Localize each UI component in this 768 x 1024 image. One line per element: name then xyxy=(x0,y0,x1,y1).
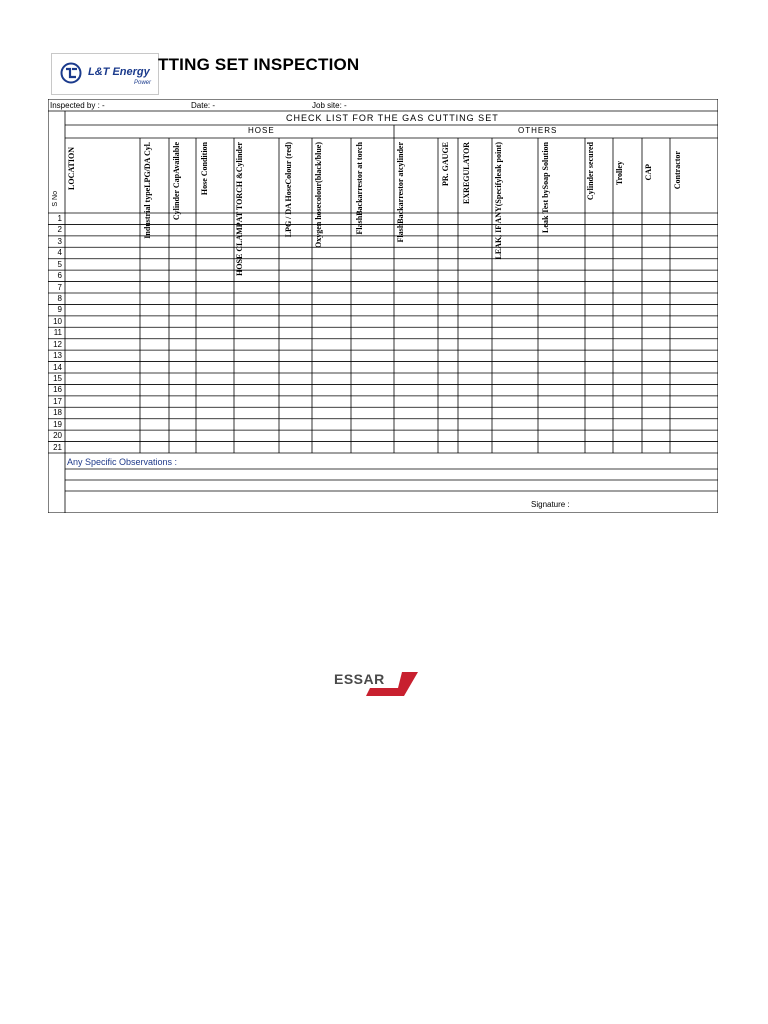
group-hose: HOSE xyxy=(248,126,275,135)
job-site-label: Job site: - xyxy=(312,101,347,110)
col-cylinder-secured: Cylinder secured xyxy=(586,142,595,201)
checklist-title: CHECK LIST FOR THE GAS CUTTING SET xyxy=(286,113,499,123)
row-number: 21 xyxy=(53,442,62,452)
lt-energy-logo xyxy=(51,53,159,95)
col-leak-test: Leak Test bySoap Solution xyxy=(541,142,550,233)
row-number: 9 xyxy=(57,305,62,315)
essar-logo-text: ESSAR xyxy=(334,671,385,687)
row-number: 2 xyxy=(57,225,62,235)
row-number: 10 xyxy=(53,316,62,326)
logo-sub-text: Power xyxy=(134,80,152,86)
col-cylinder-cap: Cylinder CapAvailable xyxy=(172,142,181,221)
row-number: 3 xyxy=(57,236,62,246)
col-lpg-hose-colour: LPG / DA HoseColour (red) xyxy=(284,142,293,238)
col-pr-gauge: PR. GAUGE xyxy=(441,142,450,186)
row-number: 19 xyxy=(53,419,62,429)
row-number: 7 xyxy=(57,282,62,292)
row-number: 16 xyxy=(53,385,62,395)
logo-brand-text: L&T Energy xyxy=(88,66,150,78)
row-number: 13 xyxy=(53,351,62,361)
row-number: 6 xyxy=(57,271,62,281)
col-oxygen-hose-colour: Oxygen hosecolour(black/blue) xyxy=(314,142,323,249)
inspection-sheet xyxy=(48,99,718,513)
row-number: 8 xyxy=(57,294,62,303)
col-flashback-torch: FlashBackarrestor at torch xyxy=(355,142,364,235)
col-hose-condition: Hose Condition xyxy=(200,142,209,196)
row-number: 14 xyxy=(53,362,62,372)
row-number: 5 xyxy=(57,259,62,269)
row-number: 18 xyxy=(53,408,62,418)
date-label: Date: - xyxy=(191,101,216,110)
lt-logo-icon xyxy=(60,62,82,84)
row-number: 20 xyxy=(53,431,62,441)
col-trolley: Trolley xyxy=(615,161,624,186)
col-cap: CAP xyxy=(644,164,653,181)
col-sno: S No xyxy=(52,191,59,207)
row-number: 11 xyxy=(53,328,62,338)
col-ex-regulator: EXREGULATOR xyxy=(462,142,471,204)
page-title: TTING SET INSPECTION xyxy=(158,55,360,74)
col-leak: LEAK, IF ANY(Specifyleak point) xyxy=(494,142,503,260)
essar-logo xyxy=(332,670,422,700)
signature-label: Signature : xyxy=(531,500,570,509)
col-hose-clamp: HOSE CLAMPAT TORCH &Cylinder xyxy=(235,142,244,276)
col-flashback-cylinder: FlashBackarrestor atcylinder xyxy=(396,142,405,243)
col-location: LOCATION xyxy=(67,147,76,190)
col-contractor: Contractor xyxy=(673,151,682,190)
inspected-by-label: Inspected by : - xyxy=(50,101,105,110)
col-industrial-type: Industrial typeLPG/DA Cyl. xyxy=(143,142,152,239)
row-number: 12 xyxy=(53,339,62,349)
group-others: OTHERS xyxy=(518,126,558,135)
row-number: 1 xyxy=(57,214,62,223)
row-number: 17 xyxy=(53,396,62,406)
observations-label: Any Specific Observations : xyxy=(67,457,178,467)
row-number: 15 xyxy=(53,374,62,383)
row-number: 4 xyxy=(57,248,62,258)
